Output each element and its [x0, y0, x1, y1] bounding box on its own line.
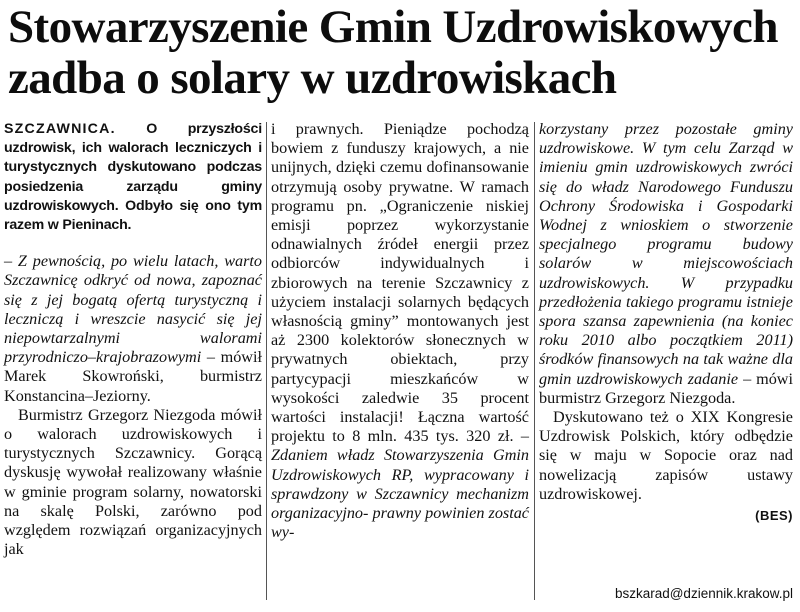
paragraph-2-part-1: Burmistrz Grzegorz Niezgoda mówił o walorach uzdrowiskowych i turystycznych Szczawnicy. Gorącą dyskusję wywołał realizowany właśnie w gminie program solarny, nowatorski na skalę Polski, zarówno pod względem rozwiązań organizacyjnych jak [4, 405, 262, 559]
lead-town: SZCZAWNICA. [4, 121, 116, 137]
column-rule-1 [266, 122, 267, 600]
column-2 [271, 120, 529, 542]
byline: (BES) [755, 508, 793, 524]
headline [8, 2, 792, 104]
paragraph-2-part-2: i prawnych. Pieniądze pochodzą bowiem z funduszy krajowych, a nie unijnych, dzięki czemu dofinansowanie otrzymują osoby prywatne. W ramach programu pn. „Ograniczenie niskiej emisji poprzez wykorzystanie odnawialnych źródeł energii przez odbiorców indywidualnych i zbiorowych na terenie Szczawnicy z użyciem instalacji solarnych będących własnością gminy” montowanych jest aż 2300 kolektorów słonecznych w prywatnych obiektach, przy partycypacji mieszkańców w wysokości zaledwie 35 procent wartości instalacji! Łączna wartość projektu to 8 mln. 435 tys. 320 zł. – Zdaniem władz Stowarzyszenia Gmin Uzdrowiskowych RP, wypracowany i sprawdzony w Szczawnicy mechanizm organizacyjno- prawny powinien zostać wy- [271, 120, 530, 542]
paragraph-1-attribution: – mówił Marek Skowroński, burmistrz Konstancina–Jeziorny. [4, 348, 262, 405]
column-rule-2 [534, 122, 535, 600]
paragraph-2-attribution: – mówi burmistrz Grzegorz Niezgoda. [539, 369, 793, 407]
lead-text: O przyszłości uzdrowisk, ich walorach leczniczych i turystycznych dyskutowano podczas posiedzenia zarządu gminy uzdrowiskowych. Odbyło się ono tym razem w Pieninach. [4, 121, 262, 234]
headline-line-1: Stowarzyszenie Gmin Uzdrowiskowych [8, 1, 778, 53]
headline-line-2: zadba o solary w uzdrowiskach [8, 52, 617, 104]
paragraph-3: Dyskutowano też o XIX Kongresie Uzdrowisk Polskich, który odbędzie się w maju w Sopocie oraz nad nowelizacją zapisów ustawy uzdrowiskowej. [539, 408, 793, 503]
column-1 [4, 120, 262, 559]
column-3 [539, 120, 793, 525]
paragraph-1 [4, 252, 262, 406]
lead-paragraph [4, 120, 262, 235]
paragraph-2-part-3: korzystany przez pozostałe gminy uzdrowiskowe. W tym celu Zarząd w imieniu gmin uzdrowiskowych zwróci się do władz Narodowego Funduszu Ochrony Środowiska i Gospodarki Wodnej z wnioskiem o stworzenie specjalnego programu budowy solarów w miejscowościach uzdrowiskowych. W przypadku przedłożenia takiego programu istnieje spora szansa zapewnienia (na koniec roku 2010 albo początkiem 2011) środków finansowych na tak ważne dla gmin uzdrowiskowych zadanie – mówi burmistrz Grzegorz Niezgoda. [539, 120, 793, 407]
author-email[interactable]: bszkarad@dziennik.krakow.pl [614, 586, 793, 601]
paragraph-1-quote: – Z pewnością, po wielu latach, warto Szczawnicę odkryć od nowa, zapoznać się z jej bogatą ofertą turystyczną i leczniczą i wreszcie nasycić się jej niepowtarzalnymi walorami przyrodniczo–krajobrazowymi [4, 252, 262, 367]
